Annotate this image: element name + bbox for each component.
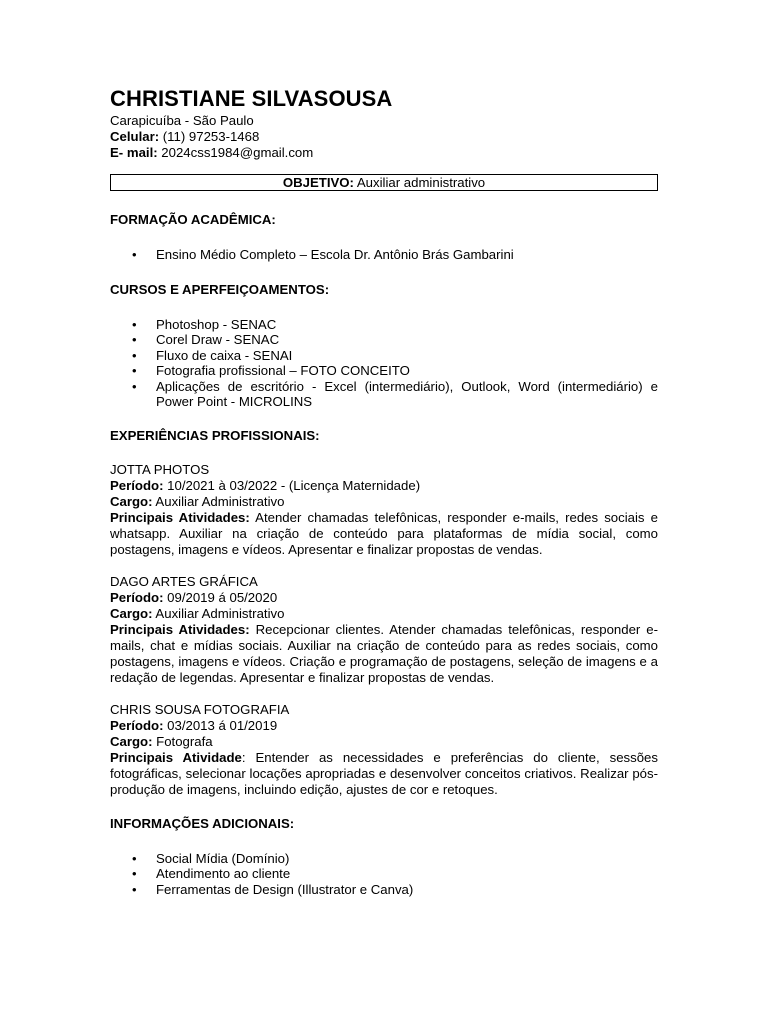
additional-title: INFORMAÇÕES ADICIONAIS:	[110, 815, 295, 831]
job-role	[110, 734, 658, 750]
phone-label: Celular:	[110, 129, 160, 144]
bullet-icon: •	[132, 316, 137, 332]
education-item: Ensino Médio Completo – Escola Dr. Antônio Brás Gambarini	[156, 247, 514, 262]
list-item	[110, 348, 658, 364]
resume-content	[110, 86, 658, 897]
courses-list	[110, 317, 658, 410]
list-item	[110, 247, 658, 263]
job-role	[110, 494, 658, 510]
phone-value: (11) 97253-1468	[159, 129, 260, 144]
job-role	[110, 606, 658, 622]
activities-value: Recepcionar clientes. Atender chamadas telefônicas, responder e-mails, chat e mídias sociais. Auxiliar na criação de conteúdo para as redes sociais, como postagens, imagens e vídeos. Criação e programação de postagens, seleção de imagens e a redação de legendas. Apresentar e finalizar propostas de vendas.	[110, 621, 658, 685]
course-item: Fluxo de caixa - SENAI	[156, 347, 293, 363]
activities-label: Principais Atividades:	[110, 509, 250, 525]
bullet-icon: •	[132, 332, 137, 347]
bullet-icon: •	[132, 247, 137, 262]
list-item	[110, 882, 658, 898]
course-item: Corel Draw - SENAC	[156, 332, 280, 347]
job-company: JOTTA PHOTOS	[110, 461, 210, 477]
period-label: Período:	[110, 477, 164, 493]
bullet-icon: •	[132, 850, 137, 866]
education-list	[110, 247, 658, 263]
bullet-icon: •	[132, 881, 137, 897]
job-company: DAGO ARTES GRÁFICA	[110, 573, 258, 589]
bullet-icon: •	[132, 363, 137, 378]
additional-item: Social Mídia (Domínio)	[156, 850, 290, 866]
period-label: Período:	[110, 589, 164, 605]
email-value: 2024css1984@gmail.com	[157, 145, 314, 160]
additional-item: Ferramentas de Design (Illustrator e Canva)	[156, 881, 414, 897]
period-value: 10/2021 à 03/2022 - (Licença Maternidade)	[163, 477, 421, 493]
job-activities	[110, 622, 658, 686]
bullet-icon: •	[132, 347, 137, 363]
activities-value: : Entender as necessidades e preferências do cliente, sessões fotográficas, selecionar locações apropriadas e desenvolver conceitos criativos. Realizar pós-produção de imagens, incluindo edição, ajustes de cor e retoques.	[110, 749, 658, 797]
additional-list	[110, 851, 658, 898]
courses-title: CURSOS E APERFEIÇOAMENTOS:	[110, 281, 330, 297]
education-title: FORMAÇÃO ACADÊMICA:	[110, 212, 276, 227]
role-value: Auxiliar Administrativo	[152, 493, 285, 509]
additional-item: Atendimento ao cliente	[156, 866, 291, 881]
phone-line	[110, 129, 658, 145]
job-activities	[110, 510, 658, 558]
role-label: Cargo:	[110, 605, 153, 621]
list-item	[110, 379, 658, 410]
role-label: Cargo:	[110, 493, 153, 509]
candidate-name: CHRISTIANE SILVASOUSA	[110, 86, 393, 111]
objective-label: OBJETIVO:	[282, 175, 354, 190]
activities-value: Atender chamadas telefônicas, responder e-mails, redes sociais e whatsapp. Auxiliar na criação de conteúdo para plataformas de mídia social, como postagens, imagens e vídeos. Apresentar e finalizar propostas de vendas.	[110, 509, 658, 557]
list-item	[110, 317, 658, 333]
job-period	[110, 718, 658, 734]
period-value: 03/2013 á 01/2019	[163, 717, 278, 733]
job-entry	[110, 702, 658, 798]
job-period	[110, 478, 658, 494]
email-label: E- mail:	[110, 145, 158, 160]
period-value: 09/2019 á 05/2020	[163, 589, 278, 605]
job-activities	[110, 750, 658, 798]
job-entry	[110, 574, 658, 686]
email-line	[110, 145, 658, 161]
bullet-icon: •	[132, 866, 137, 881]
list-item	[110, 866, 658, 882]
location: Carapicuíba - São Paulo	[110, 113, 254, 128]
course-item: Photoshop - SENAC	[156, 316, 277, 332]
list-item	[110, 851, 658, 867]
activities-label: Principais Atividades:	[110, 621, 250, 637]
role-value: Auxiliar Administrativo	[152, 605, 285, 621]
objective-value: Auxiliar administrativo	[353, 175, 486, 190]
objective-box	[110, 174, 658, 191]
course-item: Aplicações de escritório - Excel (intermediário), Outlook, Word (intermediário) e Power Point - MICROLINS	[156, 378, 658, 409]
job-entry	[110, 462, 658, 558]
bullet-icon: •	[132, 378, 137, 394]
activities-label: Principais Atividade	[110, 749, 242, 765]
list-item	[110, 332, 658, 348]
job-period	[110, 590, 658, 606]
job-company: CHRIS SOUSA FOTOGRAFIA	[110, 701, 290, 717]
period-label: Período:	[110, 717, 164, 733]
role-value: Fotografa	[152, 733, 213, 749]
course-item: Fotografia profissional – FOTO CONCEITO	[156, 363, 410, 378]
list-item	[110, 363, 658, 379]
role-label: Cargo:	[110, 733, 153, 749]
experience-title: EXPERIÊNCIAS PROFISSIONAIS:	[110, 427, 320, 443]
